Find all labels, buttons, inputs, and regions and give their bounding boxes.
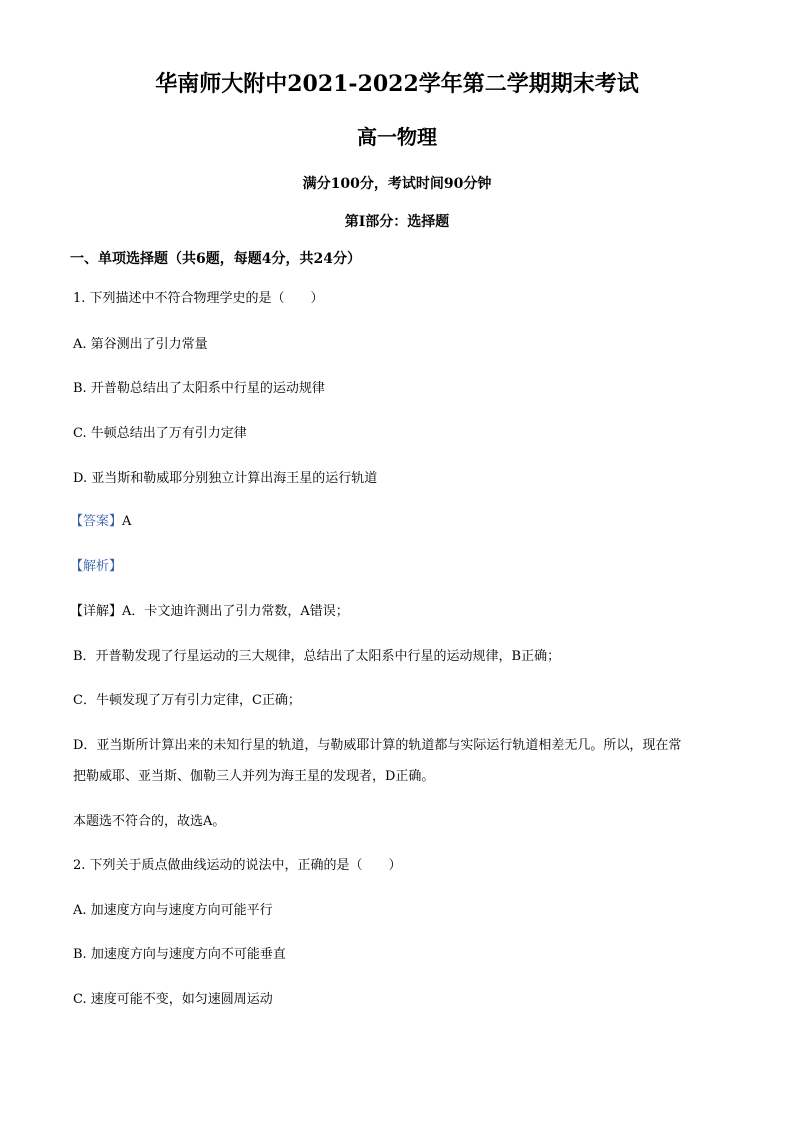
detail-tag: 【详解】 [70,604,123,619]
detail-line-a: A．卡文迪许测出了引力常数，A错误； [122,604,349,619]
q2-stem: 2. 下列关于质点做曲线运动的说法中，正确的是（ ） [73,858,402,873]
q1-option-b: B. 开普勒总结出了太阳系中行星的运动规律 [73,381,325,396]
q1-analysis-tag [70,558,122,576]
q1-stem: 1. 下列描述中不符合物理学史的是（ ） [73,291,324,306]
q1-option-d: D. 亚当斯和勒威耶分别独立计算出海王星的运行轨道 [73,471,378,486]
part-title: 第I部分：选择题 [344,214,450,230]
q1-detail-b: B．开普勒发现了行星运动的三大规律，总结出了太阳系中行星的运动规律，B正确； [73,649,561,664]
q2-option-c: C. 速度可能不变，如匀速圆周运动 [73,992,273,1007]
subject-title: 高一物理 [357,125,437,149]
answer-value: A [122,514,132,529]
analysis-tag: 【解析】 [70,559,123,574]
q2-option-a: A. 加速度方向与速度方向可能平行 [73,903,273,918]
exam-title: 华南师大附中2021-2022学年第二学期期末考试 [155,71,639,97]
answer-tag: 【答案】 [70,514,123,529]
q1-detail-d-line1: D．亚当斯所计算出来的未知行星的轨道，与勒威耶计算的轨道都与实际运行轨道相差无几。所以，现在常 [73,738,682,753]
q1-detail-a [70,603,349,621]
q2-option-b: B. 加速度方向与速度方向不可能垂直 [73,947,286,962]
q1-detail-c: C．牛顿发现了万有引力定律，C正确； [73,693,301,708]
q1-answer [70,513,131,531]
q1-conclusion: 本题选不符合的，故选A。 [73,814,226,829]
q1-detail-d-line2: 把勒威耶、亚当斯、伽勒三人并列为海王星的发现者，D正确。 [73,769,435,784]
q1-option-a: A. 第谷测出了引力常量 [73,337,208,352]
exam-info: 满分100分，考试时间90分钟 [302,176,492,192]
section-title: 一、单项选择题（共6题，每题4分，共24分） [70,251,361,267]
q1-option-c: C. 牛顿总结出了万有引力定律 [73,426,247,441]
